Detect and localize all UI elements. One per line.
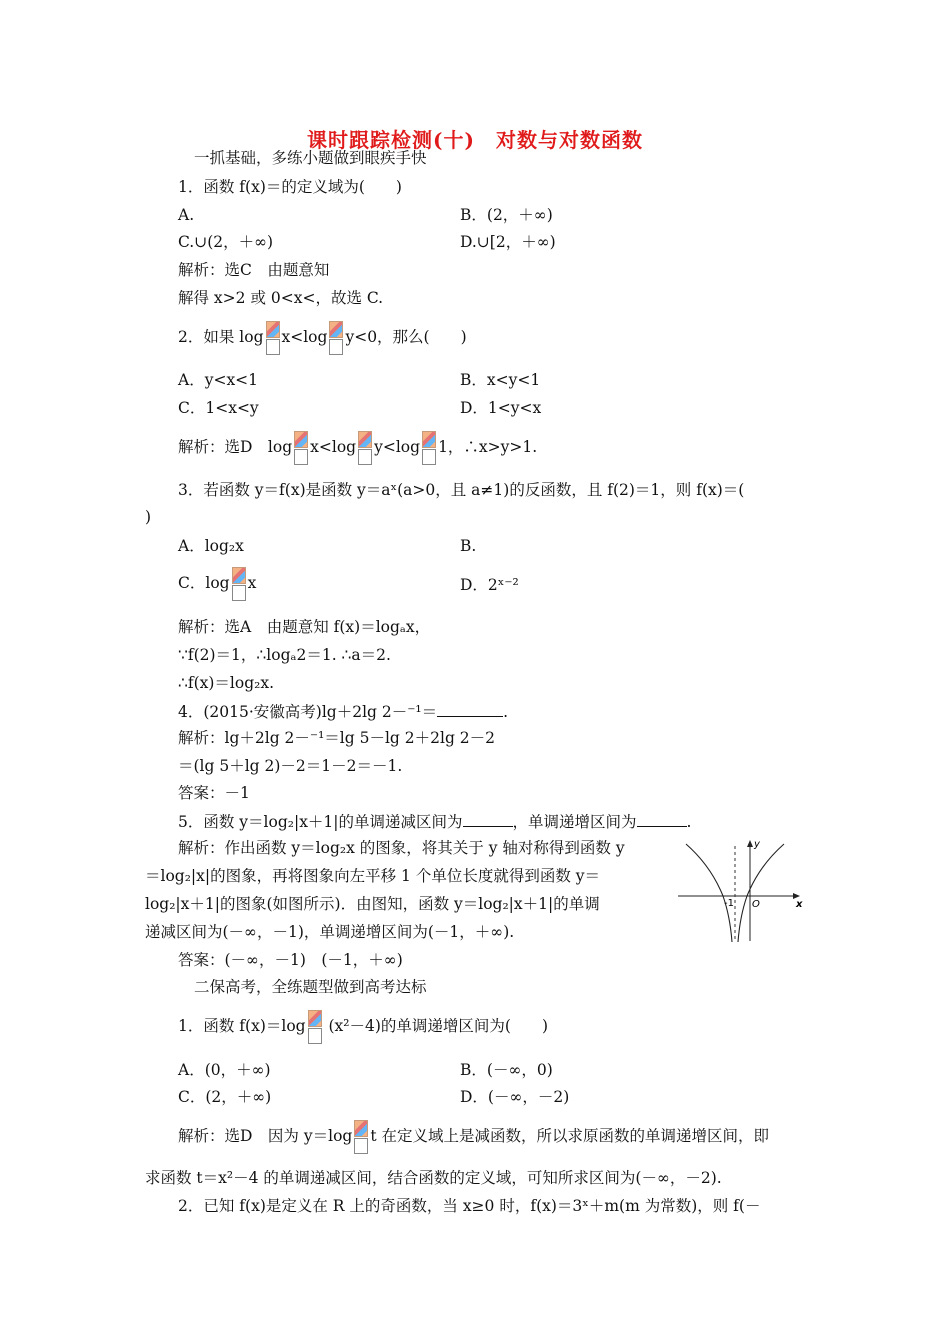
fraction-image bbox=[354, 1120, 368, 1154]
fraction-image bbox=[232, 567, 246, 601]
q2-option-d: D．1<y<x bbox=[460, 399, 542, 417]
log-graph-figure bbox=[676, 836, 806, 946]
q4-answer: 答案：－1 bbox=[178, 784, 250, 802]
q2-stem bbox=[178, 320, 467, 355]
p1-option-c: C．(2，＋∞) bbox=[178, 1088, 272, 1106]
y-axis-label: y bbox=[754, 839, 760, 850]
y-axis-arrow-icon bbox=[747, 840, 753, 847]
q2-solution-part: 解析：选D log bbox=[178, 438, 293, 456]
tick-label-neg1: -1 bbox=[724, 898, 734, 909]
curve-right bbox=[738, 844, 784, 942]
origin-label: O bbox=[752, 899, 760, 910]
q2-option-a: A．y<x<1 bbox=[178, 371, 259, 389]
section-heading-1: 一抓基础，多练小题做到眼疾手快 bbox=[194, 149, 427, 167]
answer-blank bbox=[637, 811, 687, 827]
q3-option-c-part: C．log bbox=[178, 574, 230, 592]
q2-stem-part: x<log bbox=[281, 328, 328, 346]
q3-option-c-part: x bbox=[247, 574, 257, 592]
q5-answer: 答案：(－∞，－1) (－1，＋∞) bbox=[178, 951, 403, 969]
page-title: 课时跟踪检测(十) 对数与对数函数 bbox=[307, 128, 643, 152]
q3-stem-line2: ) bbox=[145, 508, 152, 526]
fraction-image bbox=[422, 431, 436, 465]
q2-solution-part: y<log bbox=[374, 438, 421, 456]
fraction-image bbox=[358, 431, 372, 465]
q1-option-d: D.∪[2，＋∞) bbox=[460, 233, 556, 251]
q2-stem-part: y<0，那么( ) bbox=[345, 328, 467, 346]
q4-solution-2: ＝(lg 5＋lg 2)－2＝1－2＝－1. bbox=[178, 757, 403, 775]
q2-solution-part: 1，∴x>y>1. bbox=[438, 438, 538, 456]
fraction-image bbox=[266, 321, 280, 355]
q2-option-c: C．1<x<y bbox=[178, 399, 259, 417]
x-axis-label: x bbox=[796, 899, 803, 910]
p1-stem-part: (x²－4)的单调递增区间为( ) bbox=[323, 1017, 549, 1035]
q3-solution-1: 解析：选A 由题意知 f(x)＝logₐx， bbox=[178, 618, 431, 636]
p1-option-d: D．(－∞，－2) bbox=[460, 1088, 570, 1106]
q1-option-b: B．(2，＋∞) bbox=[460, 206, 553, 224]
answer-blank bbox=[463, 811, 513, 827]
p1-option-b: B．(－∞，0) bbox=[460, 1061, 553, 1079]
q5-solution-2: ＝log₂|x|的图象，再将图象向左平移 1 个单位长度就得到函数 y＝ bbox=[145, 867, 601, 885]
q4-stem-text: 4．(2015·安徽高考)lg＋2lg 2－⁻¹＝ bbox=[178, 703, 438, 721]
p1-solution-1 bbox=[178, 1119, 769, 1154]
p2-stem: 2．已知 f(x)是定义在 R 上的奇函数，当 x≥0 时，f(x)＝3ˣ＋m(m 为常数)，则 f(－ bbox=[178, 1197, 761, 1215]
p1-solution-part: 解析：选D 因为 y＝log bbox=[178, 1127, 353, 1145]
q2-solution-part: x<log bbox=[310, 438, 357, 456]
fraction-image bbox=[308, 1010, 322, 1044]
q3-stem-line1: 3．若函数 y＝f(x)是函数 y＝aˣ(a>0，且 a≠1)的反函数，且 f(2)＝1，则 f(x)＝( bbox=[178, 481, 745, 499]
q2-option-b: B．x<y<1 bbox=[460, 371, 541, 389]
q3-solution-2: ∵f(2)＝1，∴logₐ2＝1. ∴a＝2. bbox=[178, 646, 391, 664]
q5-stem: 5．函数 y＝log₂|x＋1|的单调递减区间为 ，单调递增区间为 . bbox=[178, 813, 692, 831]
q3-option-a: A．log₂x bbox=[178, 537, 244, 555]
q3-option-b: B. bbox=[460, 537, 477, 555]
q1-option-c: C.∪(2，＋∞) bbox=[178, 233, 274, 251]
q2-solution bbox=[178, 430, 537, 465]
q5-solution-1: 解析：作出函数 y＝log₂x 的图象，将其关于 y 轴对称得到函数 y bbox=[178, 839, 625, 857]
fraction-image bbox=[294, 431, 308, 465]
q1-solution-1: 解析：选C 由题意知 bbox=[178, 261, 330, 279]
q1-stem: 1．函数 f(x)＝的定义域为( ) bbox=[178, 178, 402, 196]
p1-stem-part: 1．函数 f(x)＝log bbox=[178, 1017, 306, 1035]
q5-solution-3: log₂|x＋1|的图象(如图所示)．由图知，函数 y＝log₂|x＋1|的单调 bbox=[145, 895, 600, 913]
q4-stem: 4．(2015·安徽高考)lg＋2lg 2－⁻¹＝ . bbox=[178, 703, 509, 721]
q1-solution-2: 解得 x>2 或 0<x<，故选 C. bbox=[178, 289, 384, 307]
q3-solution-3: ∴f(x)＝log₂x. bbox=[178, 674, 275, 692]
q5-stem-part: 5．函数 y＝log₂|x＋1|的单调递减区间为 bbox=[178, 813, 463, 831]
p1-stem bbox=[178, 1009, 548, 1044]
answer-blank bbox=[437, 701, 503, 717]
section-heading-2: 二保高考，全练题型做到高考达标 bbox=[194, 978, 427, 996]
fraction-image bbox=[329, 321, 343, 355]
p1-solution-2: 求函数 t＝x²－4 的单调递减区间，结合函数的定义域，可知所求区间为(－∞，－2). bbox=[145, 1169, 722, 1187]
q3-option-d: D．2ˣ⁻² bbox=[460, 576, 519, 594]
p1-solution-part: t 在定义域上是减函数，所以求原函数的单调递增区间，即 bbox=[370, 1127, 769, 1145]
q5-stem-part: ，单调递增区间为 bbox=[512, 813, 637, 831]
q3-option-c bbox=[178, 566, 256, 601]
q1-option-a: A. bbox=[178, 206, 195, 224]
q2-stem-part: 2．如果 log bbox=[178, 328, 264, 346]
p1-option-a: A．(0，＋∞) bbox=[178, 1061, 271, 1079]
curve-left bbox=[686, 844, 732, 942]
q5-solution-4: 递减区间为(－∞，－1)，单调递增区间为(－1，＋∞). bbox=[145, 923, 515, 941]
q4-solution-1: 解析：lg＋2lg 2－⁻¹＝lg 5－lg 2＋2lg 2－2 bbox=[178, 729, 496, 747]
